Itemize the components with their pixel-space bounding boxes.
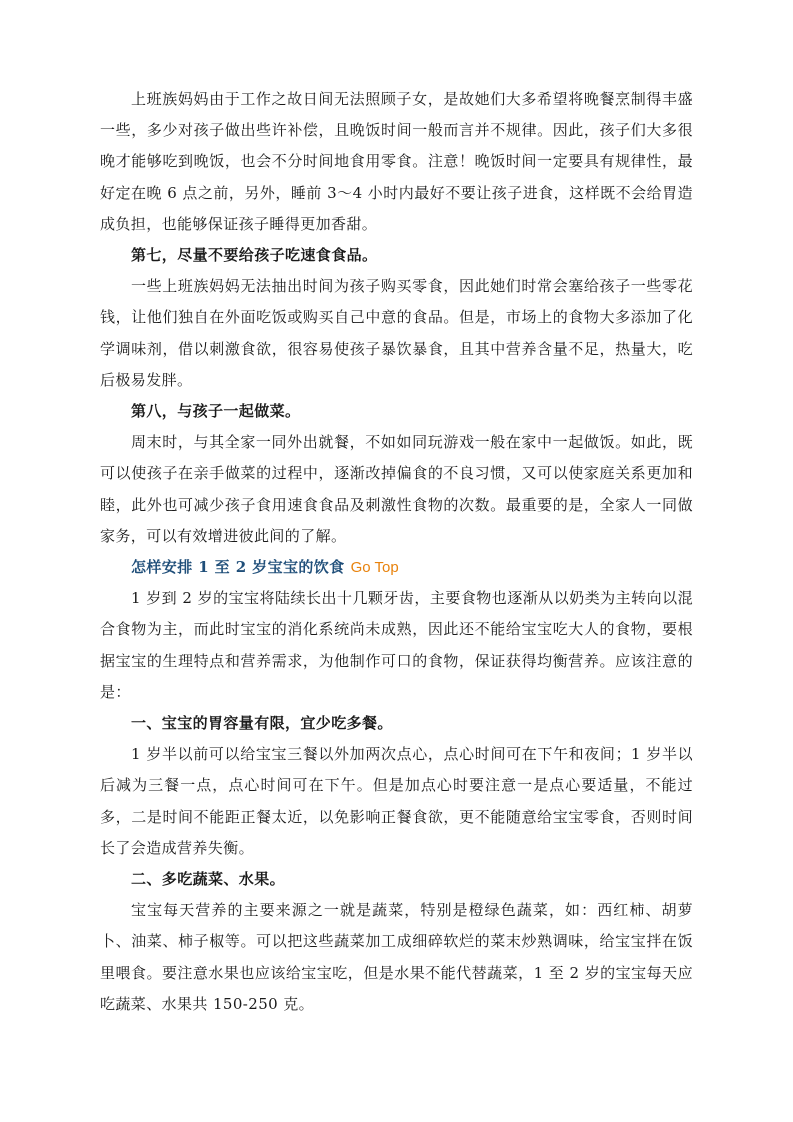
section-title: 怎样安排 1 至 2 岁宝宝的饮食 (131, 558, 345, 577)
paragraph-toddler-intro: 1 岁到 2 岁的宝宝将陆续长出十几颗牙齿，主要食物也逐渐从以奶类为主转向以混合食物为主，而此时宝宝的消化系统尚未成熟，因此还不能给宝宝吃大人的食物，要根据宝宝的生理特点和营养需求，为他制作可口的食物，保证获得均衡营养。应该注意的是： (100, 589, 693, 701)
paragraph-cook-together: 周末时，与其全家一同外出就餐，不如如同玩游戏一般在家中一起做饭。如此，既可以使孩子在亲手做菜的过程中，逐渐改掉偏食的不良习惯，又可以使家庭关系更加和睦，此外也可减少孩子食用速食食品及刺激性食物的次数。最重要的是，全家人一同做家务，可以有效增进彼此间的了解。 (100, 433, 693, 545)
document-page (100, 84, 693, 1020)
subheading-small-meals: 一、宝宝的胃容量有限，宜少吃多餐。 (131, 714, 393, 733)
section-heading-row (100, 552, 693, 583)
heading-eighth-tip: 第八，与孩子一起做菜。 (131, 402, 301, 421)
paragraph-dinner-time: 上班族妈妈由于工作之故日间无法照顾子女，是故她们大多希望将晚餐烹制得丰盛一些，多少对孩子做出些许补偿，且晚饭时间一般而言并不规律。因此，孩子们大多很晚才能够吃到晚饭，也会不分时间地食用零食。注意！晚饭时间一定要具有规律性，最好定在晚 6 点之前，另外，睡前 3～4 小时内最好不要让孩子进食，这样既不会给胃造成负担，也能够保证孩子睡得更加香甜。 (100, 90, 693, 233)
heading-seventh-tip: 第七，尽量不要给孩子吃速食食品。 (131, 246, 378, 265)
paragraph-fast-food: 一些上班族妈妈无法抽出时间为孩子购买零食，因此她们时常会塞给孩子一些零花钱，让他们独自在外面吃饭或购买自己中意的食品。但是，市场上的食物大多添加了化学调味剂，借以刺激食欲，很容易使孩子暴饮暴食，且其中营养含量不足，热量大，吃后极易发胖。 (100, 277, 693, 389)
go-top-link[interactable]: Go Top (350, 559, 399, 577)
subheading-vegetables-fruits: 二、多吃蔬菜、水果。 (131, 870, 286, 889)
paragraph-snack-schedule: 1 岁半以前可以给宝宝三餐以外加两次点心，点心时间可在下午和夜间；1 岁半以后减为三餐一点，点心时间可在下午。但是加点心时要注意一是点心要适量，不能过多，二是时间不能距正餐太近，以免影响正餐食欲，更不能随意给宝宝零食，否则时间长了会造成营养失衡。 (100, 745, 693, 857)
paragraph-vegetables: 宝宝每天营养的主要来源之一就是蔬菜，特别是橙绿色蔬菜，如：西红柿、胡萝卜、油菜、柿子椒等。可以把这些蔬菜加工成细碎软烂的菜末炒熟调味，给宝宝拌在饭里喂食。要注意水果也应该给宝宝吃，但是水果不能代替蔬菜，1 至 2 岁的宝宝每天应吃蔬菜、水果共 150-250 克。 (100, 901, 693, 1013)
